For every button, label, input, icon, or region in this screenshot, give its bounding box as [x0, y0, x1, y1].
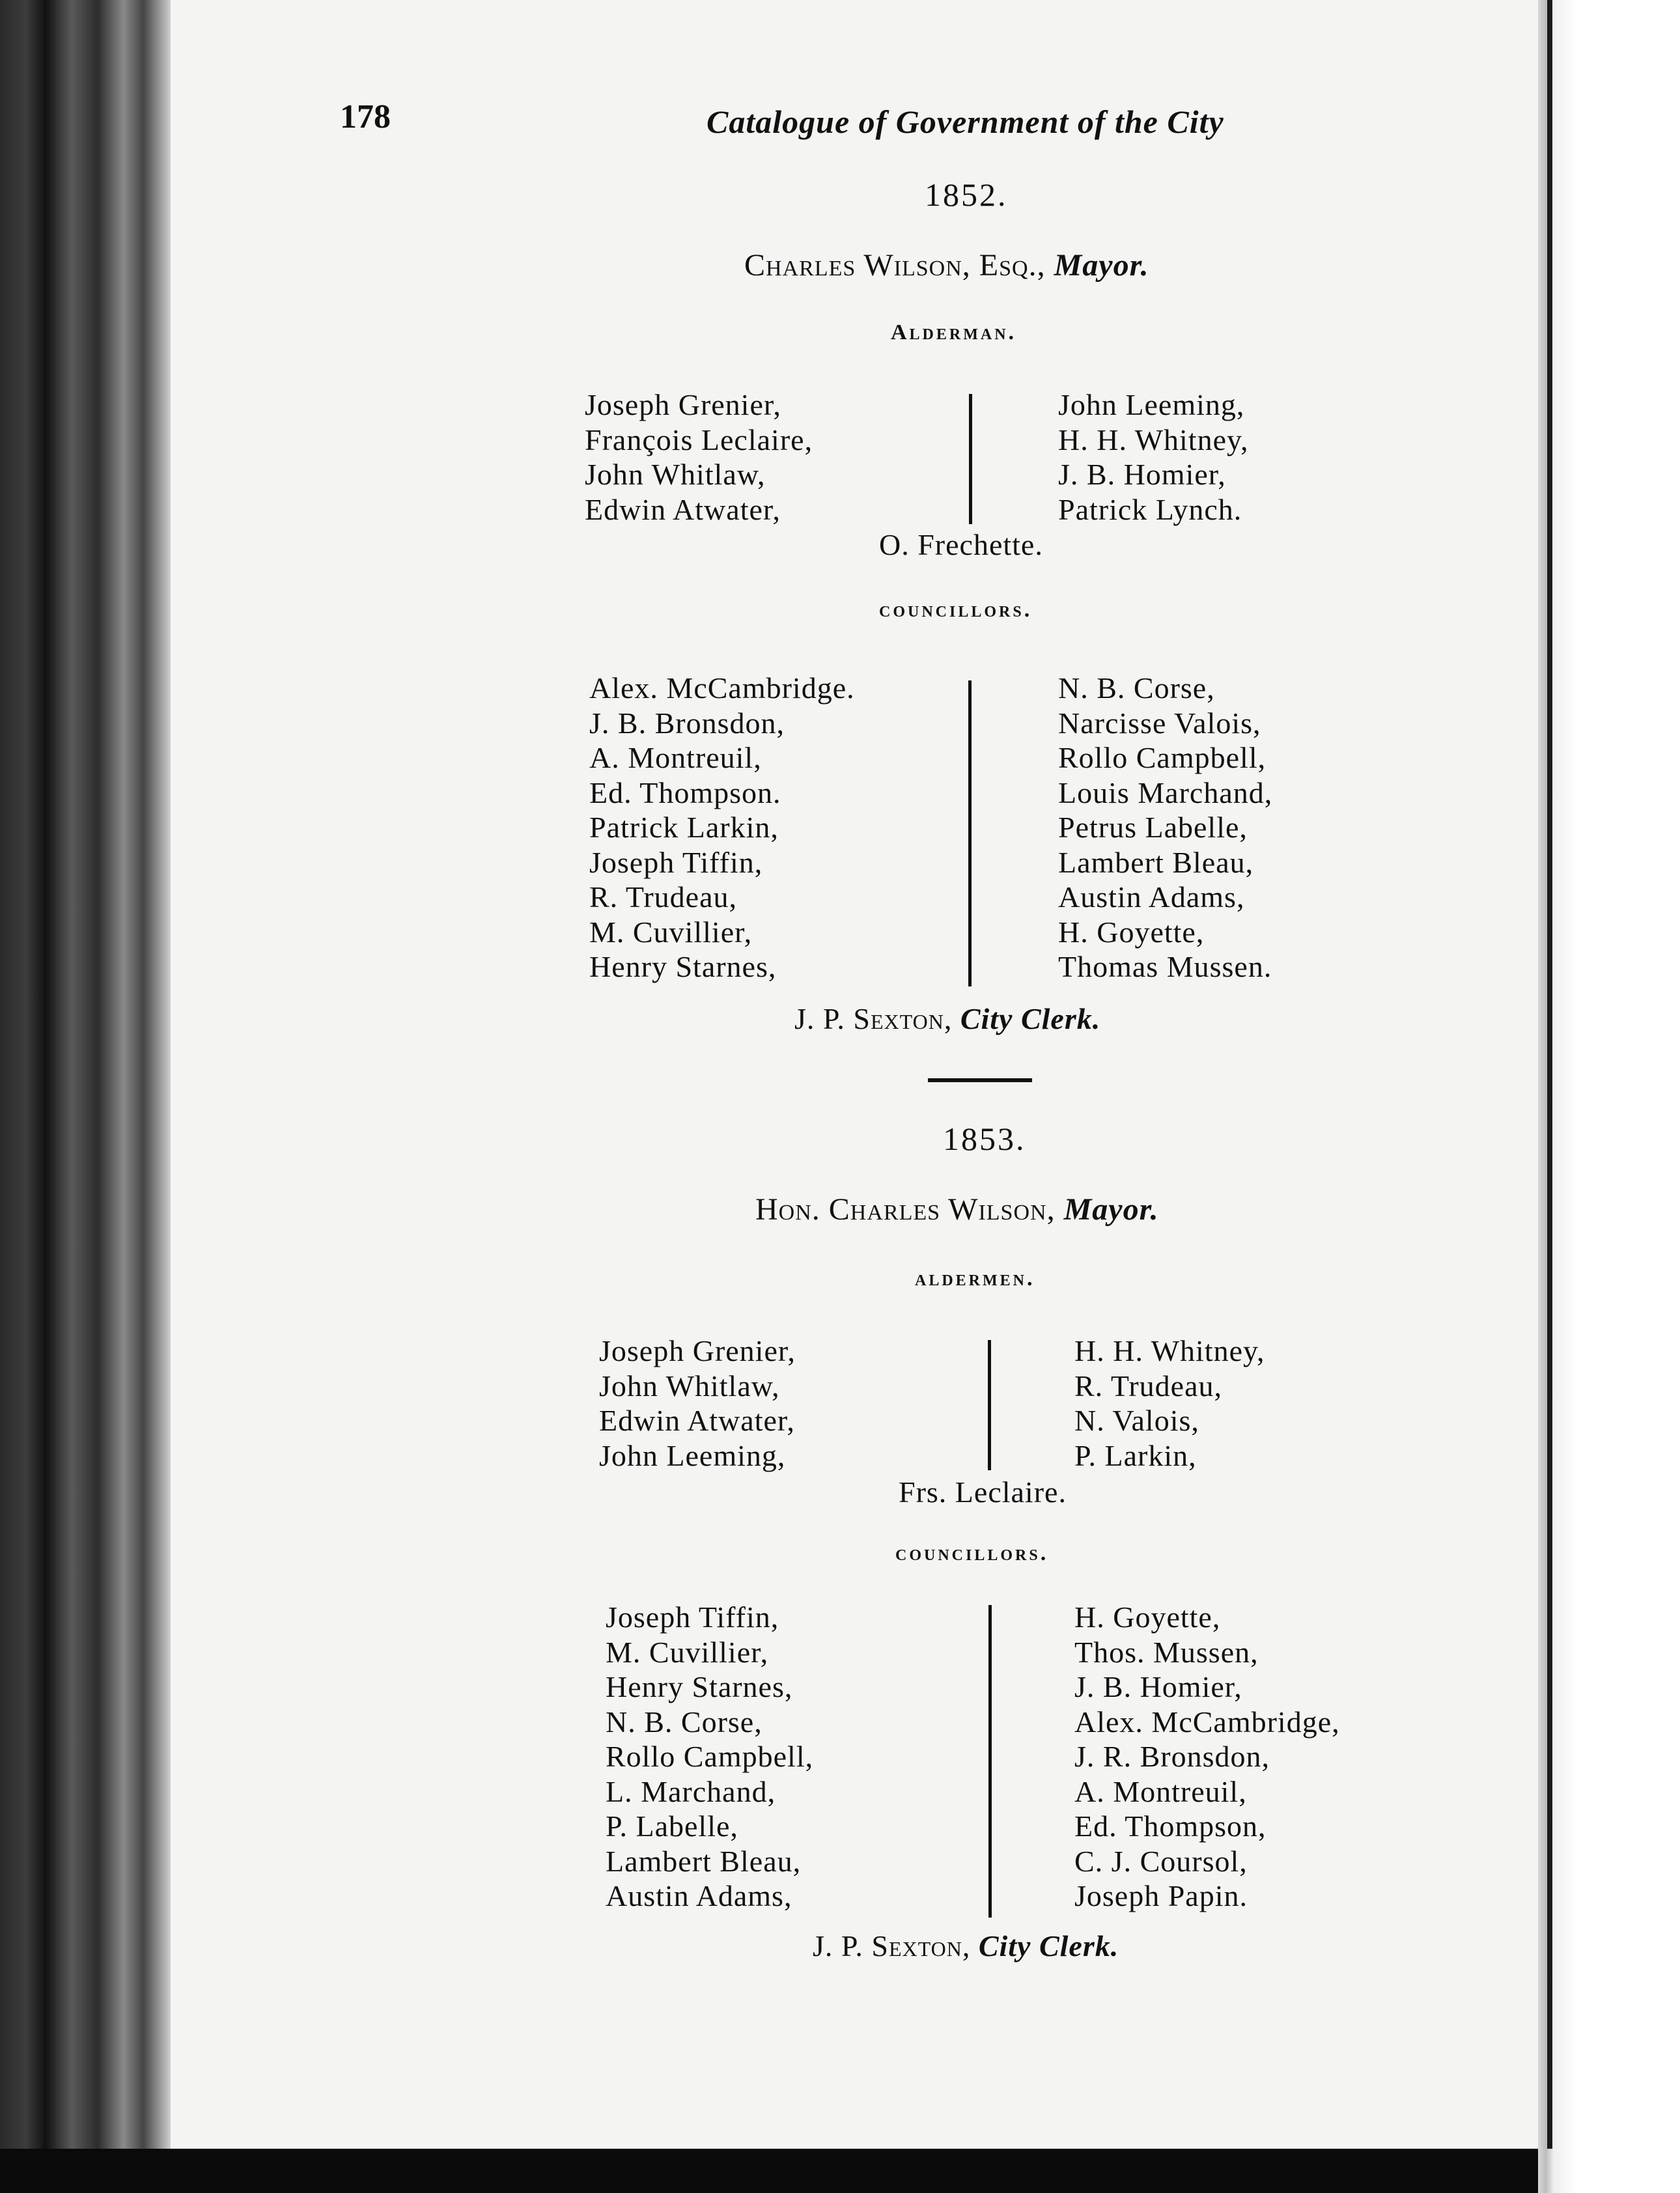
alderman-name: Edwin Atwater,: [585, 492, 781, 526]
city-clerk-1853: [813, 1929, 1119, 1963]
councillor-name: Patrick Larkin,: [589, 811, 779, 844]
section-divider-rule: [928, 1078, 1032, 1082]
alderman-name: John Whitlaw,: [585, 458, 766, 491]
councillor-name: Alex. McCambridge.: [589, 671, 855, 705]
councillor-name: Narcisse Valois,: [1058, 706, 1261, 740]
councillor-name: Henry Starnes,: [606, 1670, 793, 1703]
councillor-name: Ed. Thompson,: [1074, 1809, 1267, 1843]
aldermen-1853-left-column: [599, 1334, 796, 1473]
councillor-name: M. Cuvillier,: [606, 1635, 769, 1669]
column-divider: [988, 1340, 991, 1470]
alderman-name: John Leeming,: [599, 1438, 786, 1472]
councillor-name: Rollo Campbell,: [1058, 741, 1267, 774]
councillor-name: Austin Adams,: [1058, 880, 1245, 914]
city-clerk-1853-name: J. P. Sexton,: [813, 1929, 971, 1963]
alderman-name: N. Valois,: [1074, 1404, 1199, 1437]
mayor-1853-title: Mayor.: [1063, 1192, 1159, 1227]
councillor-name: H. Goyette,: [1074, 1600, 1221, 1634]
councillor-name: Austin Adams,: [606, 1879, 792, 1912]
page-edge-rule: [1547, 0, 1552, 2149]
councillor-name: N. B. Corse,: [606, 1705, 763, 1739]
councillor-name: Thos. Mussen,: [1074, 1635, 1259, 1669]
councillor-name: P. Labelle,: [606, 1809, 738, 1843]
councillor-name: Joseph Tiffin,: [606, 1600, 779, 1634]
aldermen-1852-left-column: [585, 387, 813, 527]
councillor-name: J. B. Bronsdon,: [589, 706, 785, 740]
column-divider: [968, 680, 972, 986]
councillor-name: H. Goyette,: [1058, 915, 1205, 949]
city-clerk-1852-name: J. P. Sexton,: [794, 1002, 953, 1035]
mayor-1852-title: Mayor.: [1054, 248, 1149, 283]
councillor-name: N. B. Corse,: [1058, 671, 1215, 705]
councillor-name: J. R. Bronsdon,: [1074, 1740, 1270, 1773]
year-1852-heading: 1852.: [925, 176, 1008, 213]
councillor-name: J. B. Homier,: [1074, 1670, 1242, 1703]
councillors-1853-heading: councillors.: [895, 1541, 1049, 1565]
councillor-name: R. Trudeau,: [589, 880, 737, 914]
councillor-name: Alex. McCambridge,: [1074, 1705, 1340, 1739]
page-number: 178: [340, 98, 391, 135]
aldermen-1852-extra: O. Frechette.: [879, 528, 1043, 561]
aldermen-1853-extra: Frs. Leclaire.: [899, 1475, 1067, 1509]
councillor-name: Henry Starnes,: [589, 950, 777, 983]
alderman-name: P. Larkin,: [1074, 1438, 1197, 1472]
councillor-name: L. Marchand,: [606, 1774, 776, 1808]
aldermen-1853-heading: aldermen.: [915, 1266, 1035, 1291]
mayor-1852-name: Charles Wilson, Esq.,: [744, 248, 1046, 283]
councillor-name: Thomas Mussen.: [1058, 950, 1272, 983]
councillor-name: M. Cuvillier,: [589, 915, 753, 949]
year-1853-heading: 1853.: [943, 1121, 1026, 1157]
column-divider: [988, 1605, 992, 1918]
aldermen-1852-heading: Alderman.: [891, 320, 1017, 344]
councillor-name: Rollo Campbell,: [606, 1740, 814, 1773]
running-title: Catalogue of Government of the City: [707, 104, 1224, 140]
city-clerk-1853-title: City Clerk.: [978, 1929, 1119, 1963]
councillor-name: Louis Marchand,: [1058, 775, 1273, 809]
alderman-name: Joseph Grenier,: [599, 1334, 796, 1367]
alderman-name: François Leclaire,: [585, 423, 813, 456]
councillors-1853-right-column: [1074, 1600, 1340, 1914]
councillor-name: A. Montreuil,: [589, 741, 762, 774]
alderman-name: H. H. Whitney,: [1074, 1334, 1265, 1367]
aldermen-1852-right-column: [1058, 387, 1249, 527]
alderman-name: Joseph Grenier,: [585, 388, 781, 421]
aldermen-1853-right-column: [1074, 1334, 1265, 1473]
councillor-name: Lambert Bleau,: [1058, 845, 1254, 879]
councillor-name: Ed. Thompson.: [589, 775, 781, 809]
councillors-1852-heading: councillors.: [879, 598, 1033, 622]
city-clerk-1852-title: City Clerk.: [960, 1002, 1101, 1035]
alderman-name: John Leeming,: [1058, 388, 1245, 421]
alderman-name: H. H. Whitney,: [1058, 423, 1249, 456]
alderman-name: Patrick Lynch.: [1058, 492, 1242, 526]
councillor-name: Petrus Labelle,: [1058, 811, 1248, 844]
councillor-name: Joseph Papin.: [1074, 1879, 1248, 1912]
alderman-name: R. Trudeau,: [1074, 1369, 1222, 1403]
book-binding-edge: [0, 0, 171, 2149]
alderman-name: John Whitlaw,: [599, 1369, 780, 1403]
councillor-name: A. Montreuil,: [1074, 1774, 1247, 1808]
councillor-name: Joseph Tiffin,: [589, 845, 763, 879]
column-divider: [969, 394, 972, 524]
councillors-1852-left-column: [589, 671, 855, 985]
mayor-1853-name: Hon. Charles Wilson,: [755, 1192, 1056, 1227]
councillors-1853-left-column: [606, 1600, 813, 1914]
alderman-name: J. B. Homier,: [1058, 458, 1226, 491]
mayor-1853: [755, 1192, 1159, 1227]
page-right-edge: [1538, 0, 1680, 2193]
alderman-name: Edwin Atwater,: [599, 1404, 795, 1437]
scan-bottom-border: [0, 2149, 1538, 2193]
mayor-1852: [744, 247, 1149, 283]
councillor-name: Lambert Bleau,: [606, 1844, 802, 1878]
councillors-1852-right-column: [1058, 671, 1272, 985]
councillor-name: C. J. Coursol,: [1074, 1844, 1248, 1878]
city-clerk-1852: [794, 1001, 1100, 1036]
